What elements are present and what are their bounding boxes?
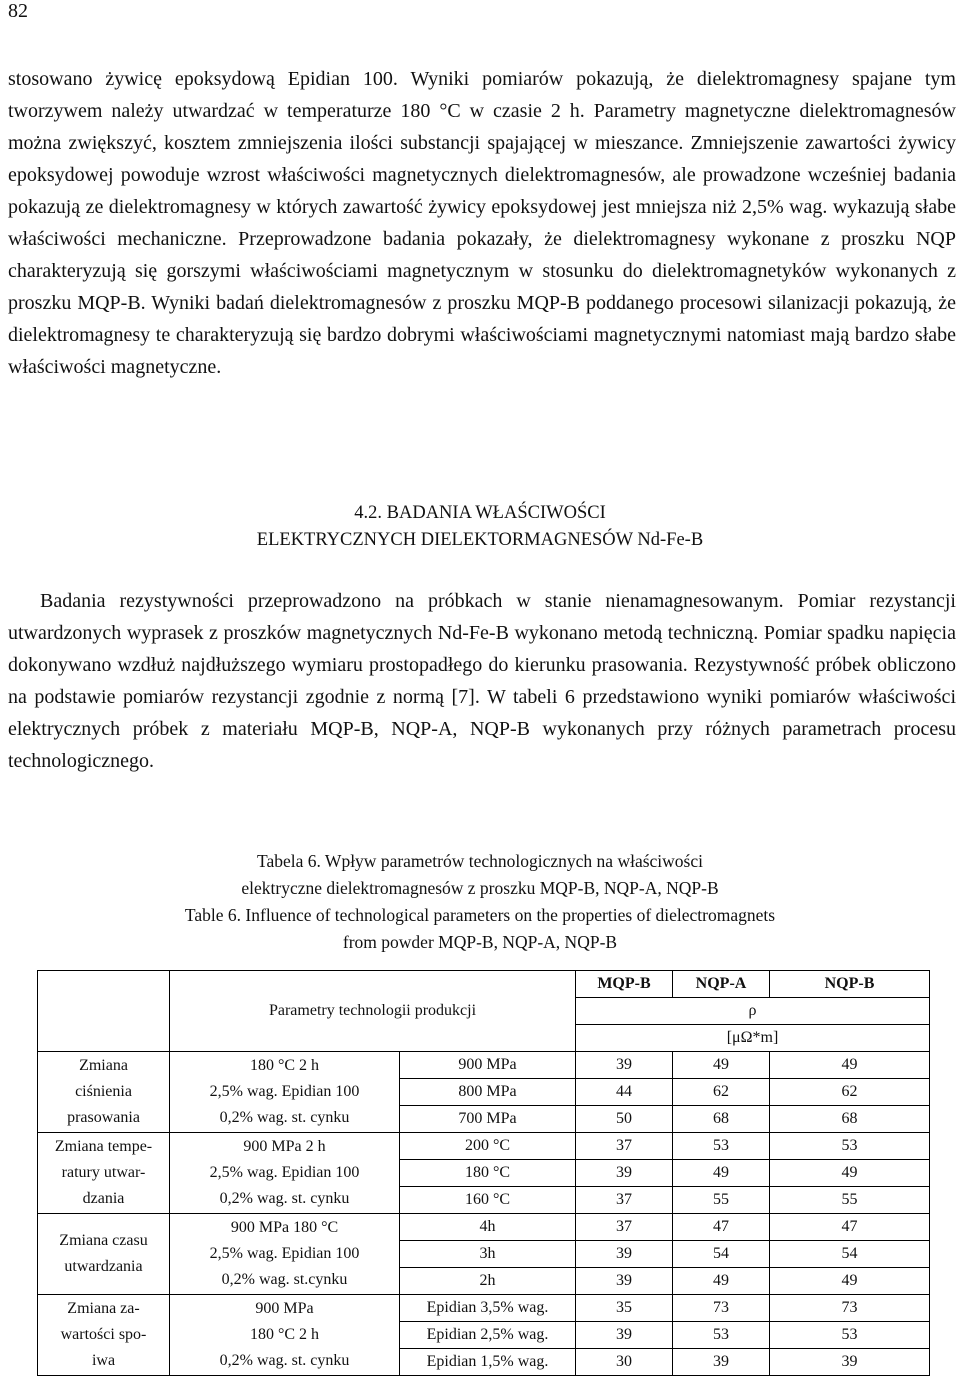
row-value-cell: 50 bbox=[576, 1106, 673, 1133]
row-parameter-cell: 180 °C bbox=[400, 1160, 576, 1187]
row-value-cell: 73 bbox=[770, 1295, 930, 1322]
row-value-cell: 55 bbox=[770, 1187, 930, 1214]
group-conditions-cell bbox=[170, 1052, 400, 1133]
group-label-line: Zmiana bbox=[79, 1057, 128, 1074]
group-condition-line: 900 MPa 2 h bbox=[243, 1138, 326, 1155]
group-label-line: Zmiana za- bbox=[67, 1300, 140, 1317]
group-condition-line: 2,5% wag. Epidian 100 bbox=[209, 1164, 360, 1181]
row-parameter-cell: 700 MPa bbox=[400, 1106, 576, 1133]
row-value-cell: 62 bbox=[770, 1079, 930, 1106]
group-condition-line: 180 °C 2 h bbox=[249, 1057, 320, 1074]
row-value-cell: 37 bbox=[576, 1187, 673, 1214]
row-value-cell: 53 bbox=[770, 1133, 930, 1160]
row-value-cell: 39 bbox=[576, 1322, 673, 1349]
row-value-cell: 39 bbox=[576, 1241, 673, 1268]
row-parameter-cell: Epidian 2,5% wag. bbox=[400, 1322, 576, 1349]
group-conditions-cell bbox=[170, 1214, 400, 1295]
table-header-row bbox=[38, 971, 930, 998]
row-value-cell: 39 bbox=[576, 1268, 673, 1295]
row-parameter-cell: 160 °C bbox=[400, 1187, 576, 1214]
header-rho: ρ bbox=[576, 998, 930, 1025]
row-value-cell: 37 bbox=[576, 1214, 673, 1241]
group-conditions-cell bbox=[170, 1133, 400, 1214]
group-conditions-cell bbox=[170, 1295, 400, 1376]
results-table bbox=[37, 970, 930, 1376]
group-label-cell bbox=[38, 1214, 170, 1295]
group-label-cell bbox=[38, 1133, 170, 1214]
group-label-line: wartości spo- bbox=[60, 1326, 147, 1343]
caption-en-line-1: Table 6. Influence of technological parameters on the properties of dielectromagnets bbox=[184, 905, 776, 925]
row-value-cell: 39 bbox=[770, 1349, 930, 1376]
row-value-cell: 44 bbox=[576, 1079, 673, 1106]
row-value-cell: 68 bbox=[673, 1106, 770, 1133]
row-value-cell: 39 bbox=[673, 1349, 770, 1376]
caption-pl-line-1: Tabela 6. Wpływ parametrów technologicznych na właściwości bbox=[256, 851, 703, 871]
header-unit: [μΩ*m] bbox=[576, 1025, 930, 1052]
section-heading-line-2: ELEKTRYCZNYCH DIELEKTORMAGNESÓW Nd-Fe-B bbox=[256, 530, 704, 550]
table-row bbox=[38, 1133, 930, 1160]
group-condition-line: 180 °C 2 h bbox=[249, 1326, 320, 1343]
row-parameter-cell: 200 °C bbox=[400, 1133, 576, 1160]
header-material-nqpb: NQP-B bbox=[770, 971, 930, 998]
row-parameter-cell: 4h bbox=[400, 1214, 576, 1241]
row-parameter-cell: 900 MPa bbox=[400, 1052, 576, 1079]
row-parameter-cell: 800 MPa bbox=[400, 1079, 576, 1106]
table-row bbox=[38, 1052, 930, 1079]
group-label-cell bbox=[38, 1052, 170, 1133]
row-value-cell: 53 bbox=[770, 1322, 930, 1349]
group-condition-line: 2,5% wag. Epidian 100 bbox=[209, 1245, 360, 1262]
row-value-cell: 35 bbox=[576, 1295, 673, 1322]
section-heading bbox=[0, 500, 960, 554]
group-label-line: Zmiana tempe- bbox=[54, 1138, 153, 1155]
row-value-cell: 73 bbox=[673, 1295, 770, 1322]
header-material-nqpa: NQP-A bbox=[673, 971, 770, 998]
row-value-cell: 49 bbox=[770, 1052, 930, 1079]
group-label-cell bbox=[38, 1295, 170, 1376]
row-value-cell: 49 bbox=[673, 1160, 770, 1187]
row-value-cell: 39 bbox=[576, 1052, 673, 1079]
group-condition-line: 900 MPa 180 °C bbox=[230, 1219, 339, 1236]
header-params-cell: Parametry technologii produkcji bbox=[170, 971, 576, 1052]
group-condition-line: 0,2% wag. st. cynku bbox=[219, 1190, 350, 1207]
caption-pl-line-2: elektryczne dielektromagnesów z proszku MQP-B, NQP-A, NQP-B bbox=[241, 878, 719, 898]
group-label-line: iwa bbox=[91, 1352, 116, 1369]
row-value-cell: 68 bbox=[770, 1106, 930, 1133]
group-label-line: utwardzania bbox=[64, 1258, 143, 1275]
body-paragraph-1: stosowano żywicę epoksydową Epidian 100. Wyniki pomiarów pokazują, że dielektromagnesy spajane tym tworzywem należy utwardzać w temperaturze 180 °C w czasie 2 h. Parametry magnetyczne dielektromagnesów można zwiększyć, kosztem zmniejszenia ilości substancji spajającej w mieszance. Zmniejszenie zawartości żywicy epoksydowej powoduje wzrost właściwości magnetycznych dielektromagnesów, ale prowadzone wcześniej badania pokazują ze dielektromagnesy w których zawartość żywicy epoksydowej jest mniejsza niż 2,5% wag. wykazują słabe właściwości mechaniczne. Przeprowadzone badania pokazały, że dielektromagnesy wykonane z proszku NQP charakteryzują się gorszymi właściwościami magnetycznym w stosunku do dielektromagnetyków wykonanych z proszku MQP-B. Wyniki badań dielektromagnesów z proszku MQP-B poddanego procesowi silanizacji pokazują, że dielektromagnesy te charakteryzują się bardzo dobrymi właściwościami magnetycznymi natomiast mają bardzo słabe właściwości magnetyczne. bbox=[8, 68, 956, 378]
group-condition-line: 0,2% wag. st.cynku bbox=[221, 1271, 348, 1288]
group-label-line: ciśnienia bbox=[75, 1083, 132, 1100]
row-value-cell: 49 bbox=[673, 1268, 770, 1295]
row-value-cell: 37 bbox=[576, 1133, 673, 1160]
row-value-cell: 55 bbox=[673, 1187, 770, 1214]
row-value-cell: 53 bbox=[673, 1322, 770, 1349]
group-label-line: ratury utwar- bbox=[61, 1164, 146, 1181]
group-condition-line: 0,2% wag. st. cynku bbox=[219, 1352, 350, 1369]
group-condition-line: 900 MPa bbox=[255, 1300, 314, 1317]
row-value-cell: 62 bbox=[673, 1079, 770, 1106]
table-row bbox=[38, 1295, 930, 1322]
row-value-cell: 49 bbox=[673, 1052, 770, 1079]
header-material-mqpb: MQP-B bbox=[576, 971, 673, 998]
caption-en-line-2: from powder MQP-B, NQP-A, NQP-B bbox=[342, 932, 618, 952]
header-blank-cell bbox=[38, 971, 170, 1052]
table-caption bbox=[0, 848, 960, 956]
row-parameter-cell: Epidian 3,5% wag. bbox=[400, 1295, 576, 1322]
section-heading-line-1: 4.2. BADANIA WŁAŚCIWOŚCI bbox=[354, 503, 606, 523]
row-value-cell: 47 bbox=[770, 1214, 930, 1241]
row-parameter-cell: 3h bbox=[400, 1241, 576, 1268]
row-parameter-cell: 2h bbox=[400, 1268, 576, 1295]
row-value-cell: 53 bbox=[673, 1133, 770, 1160]
row-value-cell: 54 bbox=[770, 1241, 930, 1268]
row-parameter-cell: Epidian 1,5% wag. bbox=[400, 1349, 576, 1376]
group-label-line: prasowania bbox=[67, 1109, 140, 1126]
group-condition-line: 2,5% wag. Epidian 100 bbox=[209, 1083, 360, 1100]
group-condition-line: 0,2% wag. st. cynku bbox=[219, 1109, 350, 1126]
group-label-line: Zmiana czasu bbox=[59, 1232, 148, 1249]
group-label-line: dzania bbox=[82, 1190, 125, 1207]
body-paragraph-2: Badania rezystywności przeprowadzono na próbkach w stanie nienamagnesowanym. Pomiar rezystancji utwardzonych wyprasek z proszków magnetycznych Nd-Fe-B wykonano metodą techniczną. Pomiar spadku napięcia dokonywano wzdłuż najdłuższego wymiaru prostopadłego do kierunku prasowania. Rezystywność próbek obliczono na podstawie pomiarów rezystancji zgodnie z normą [7]. W tabeli 6 przedstawiono wyniki pomiarów właściwości elektrycznych próbek z materiału MQP-B, NQP-A, NQP-B wykonanych przy różnych parametrach procesu technologicznego. bbox=[8, 590, 956, 772]
table-row bbox=[38, 1214, 930, 1241]
row-value-cell: 49 bbox=[770, 1160, 930, 1187]
row-value-cell: 30 bbox=[576, 1349, 673, 1376]
page-number: 82 bbox=[8, 0, 28, 22]
row-value-cell: 39 bbox=[576, 1160, 673, 1187]
row-value-cell: 49 bbox=[770, 1268, 930, 1295]
row-value-cell: 47 bbox=[673, 1214, 770, 1241]
row-value-cell: 54 bbox=[673, 1241, 770, 1268]
